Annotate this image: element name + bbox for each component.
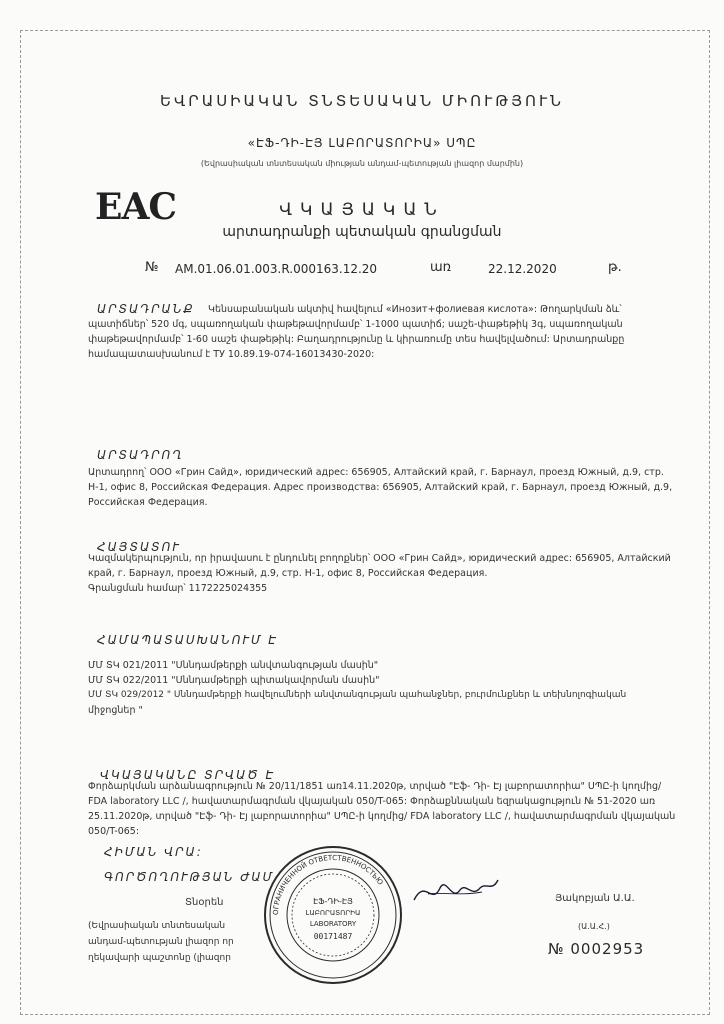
certificate-title: ՎԿԱՅԱԿԱՆ <box>279 200 445 220</box>
standard-line: ՄՄ ՏԿ 022/2011 "Սննդամթերքի պիտակավորման մասին" <box>88 675 380 686</box>
serial-value: 0002953 <box>570 940 645 958</box>
year-suffix: թ. <box>608 260 622 275</box>
footer-note-line: անդամ-պետության լիազոր որ <box>88 937 234 947</box>
registration-number: Գրանցման համար՝ 1172225024355 <box>88 583 268 594</box>
footer-note-line: ղեկավարի պաշտոնը (լիազոր <box>88 953 231 963</box>
issued-text: Փորձարկման արձանագրություն № 20/11/1851 առ14.11.2020թ, տրված "Էֆ- Դի- Էյ լաբորատորիա" ՍՊԸ-ի կողմից/ FDA laboratory LLC /, հավատարմագրման վկայական 050/T-065: Փորձաքննական եզրակացություն № 51-2020 առ 25.11.2020թ, տրված "Էֆ- Դի- Էյ լաբորատորիա" ՍՊԸ-ի կողմից/ FDA laboratory LLC /, հավատարմագրման վկայական 050/T-065: <box>88 781 676 837</box>
serial-prefix: № <box>548 940 565 958</box>
manufacturer-heading: ԱՐՏԱԴՐՈՂ <box>97 448 184 462</box>
signature <box>410 870 500 910</box>
conformity-heading: ՀԱՄԱՊԱՏԱՍԽԱՆՈՒՄ Է <box>97 633 278 647</box>
seal-center-text: ԷՖ-ԴԻ-ԷՅ <box>313 897 353 906</box>
footer-note-line: (Եվրասիական տնտեսական <box>88 921 226 931</box>
director-label: ԳՈՐԾՈՂՈՒԹՅԱՆ ԺԱՄ <box>104 870 275 884</box>
official-seal <box>262 844 404 986</box>
seal-center-text: ԼԱԲՈՐԱՏՈՐԻԱ <box>305 909 361 917</box>
lab-name: «ԷՖ-ԴԻ-ԷՅ ԼԱԲՈՐԱՏՈՐԻԱ» ՍՊԸ <box>247 136 477 150</box>
date-label: առ <box>430 260 452 275</box>
seal-ring-text: ОГРАНИЧЕННОЙ ОТВЕТСТВЕННОСТЬЮ <box>271 853 385 916</box>
certificate-date: 22.12.2020 <box>488 262 557 276</box>
certificate-subtitle: արտադրանքի պետական գրանցման <box>222 224 502 240</box>
conformity-list <box>88 658 683 718</box>
product-text: Կենսաբանական ակտիվ հավելում «Инозит+фолиевая кислота»: Թողարկման ձև՝ պատիճներ՝ 520 մգ, սպառողական փաթեթավորմամբ՝ 1-1000 պատիճ; սաշե-փաթեթիկ 3գ, սպառողական փաթեթավորմամբ՝ 1-60 սաշե փաթեթիկ: Բաղադրությունը և կիրառումը տես հավելվածում: Արտադրանքը համապատասխանում է ТУ 10.89.19-074-16013430-2020: <box>88 304 625 360</box>
eac-mark: EAC <box>95 186 177 228</box>
lab-subtitle: (Եվրասիական տնտեսական միության անդամ-պետության լիազոր մարմին) <box>200 159 524 168</box>
manufacturer-text: Արտադրող՝ ООО «Грин Сайд», юридический адрес: 656905, Алтайский край, г. Барнаул, проезд Южный, д.9, стр. Н-1, офис 8, Российская Федерация. Адрес производства: 656905, Алтайский край, г. Барнаул, проезд Южный, д.9, Российская Федерация. <box>88 467 673 508</box>
director-role: Տնօրեն <box>185 897 224 908</box>
product-heading: ԱՐՏԱԴՐԱՆՔ <box>97 302 195 316</box>
serial-number <box>548 940 644 958</box>
seal-number: 00171487 <box>313 932 353 941</box>
recipient-text: Կազմակերպություն, որ իրավասու է ընդունել բողոքներ՝ ООО «Грин Сайд», юридический адрес: 656905, Алтайский край, г. Барнаул, проезд Южный, д.9, стр. Н-1, офис 8, Российская Федерация. <box>88 553 671 579</box>
standard-line: ՄՄ ՏԿ 021/2011 "Սննդամթերքի անվտանգության մասին" <box>88 660 379 671</box>
standard-line: ՄՄ ՏԿ 029/2012 " Սննդամթերքի հավելումների անվտանգության պահանջներ, բուրմունքներ և տեխնոլոգիական <box>88 690 627 700</box>
standard-line: միջոցներ " <box>88 705 143 716</box>
certificate-number: AM.01.06.01.003.R.000163.12.20 <box>175 262 378 276</box>
recipient-heading: ՀԱՅՏԱՏՈՒ <box>97 540 181 554</box>
union-heading: ԵՎՐԱՍԻԱԿԱՆ ՏՆՏԵՍԱԿԱՆ ՄԻՈՒԹՅՈՒՆ <box>160 92 564 110</box>
seal-center-text: LABORATORY <box>309 920 357 928</box>
number-prefix: № <box>145 260 159 275</box>
basis-label: ՀԻՄԱՆ ՎՐԱ: <box>104 845 203 859</box>
signer-subtitle: (Ա.Ա.Հ.) <box>578 922 610 931</box>
signer-name: Յակոբյան Ա.Ա. <box>555 893 635 904</box>
issued-heading: ՎԿԱՅԱԿԱՆԸ ՏՐՎԱԾ Է <box>100 768 276 782</box>
